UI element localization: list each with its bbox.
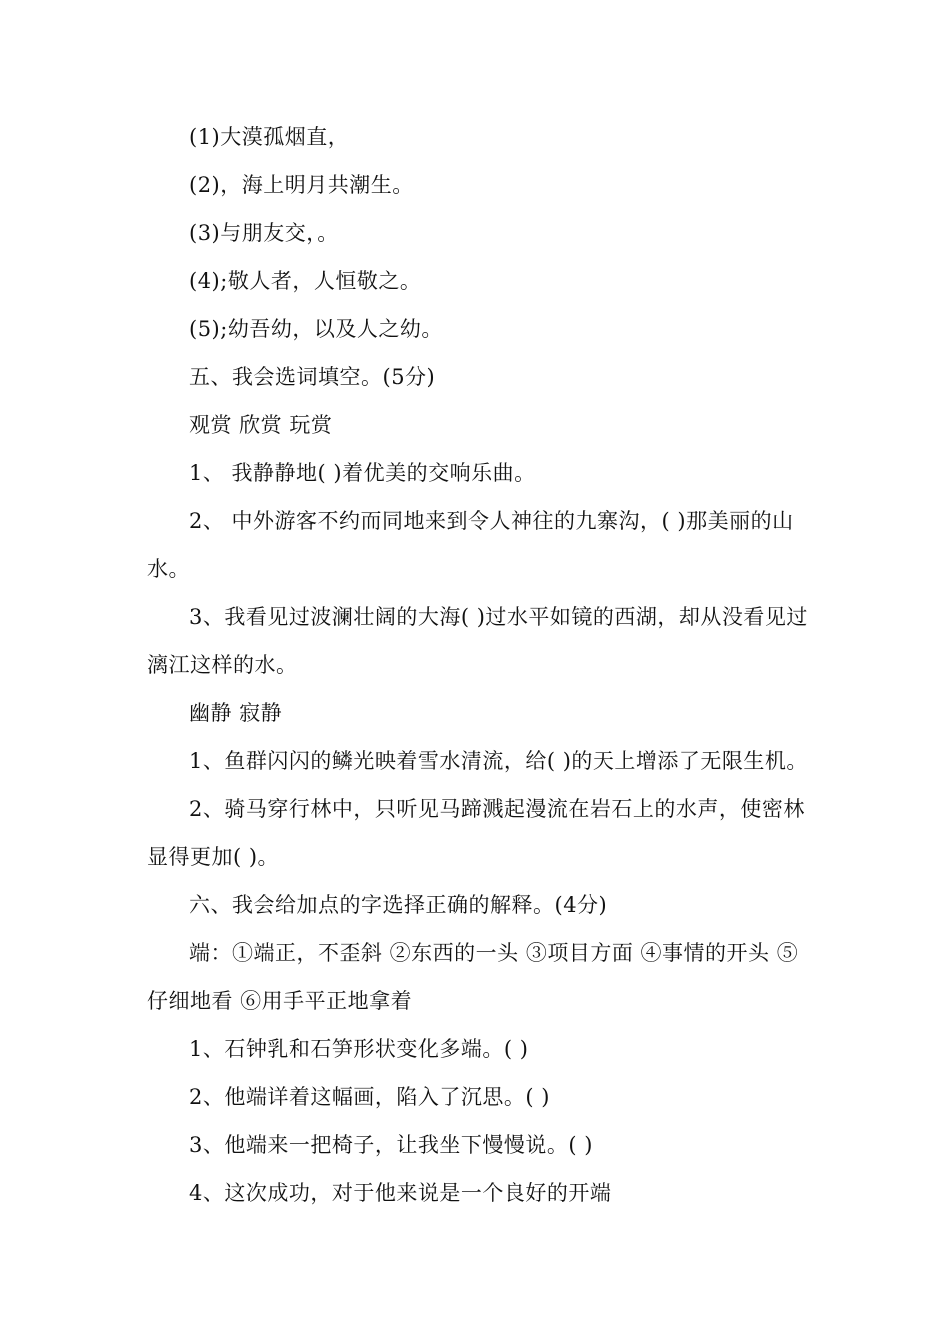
question-line: 1、鱼群闪闪的鳞光映着雪水清流，给( )的天上增添了无限生机。 [189, 749, 808, 773]
definition-options-continued: 仔细地看 ⑥用手平正地拿着 [147, 989, 413, 1013]
definition-options: 端：①端正，不歪斜 ②东西的一头 ③项目方面 ④事情的开头 ⑤ [189, 941, 799, 965]
question-line: 2、 中外游客不约而同地来到令人神往的九寨沟，( )那美丽的山 [189, 509, 794, 533]
document-body [147, 113, 807, 1217]
question-line: 1、 我静静地( )着优美的交响乐曲。 [189, 461, 536, 485]
question-line: 3、他端来一把椅子，让我坐下慢慢说。( ) [189, 1133, 593, 1157]
section-heading-5: 五、我会选词填空。(5分) [189, 365, 436, 389]
fill-blank-item-5: (5);幼吾幼，以及人之幼。 [189, 317, 443, 341]
question-line-continued: 漓江这样的水。 [147, 653, 298, 677]
question-line: 2、骑马穿行林中，只听见马蹄溅起漫流在岩石上的水声，使密林 [189, 797, 805, 821]
fill-blank-item-4: (4);敬人者，人恒敬之。 [189, 269, 422, 293]
question-line-continued: 显得更加( )。 [147, 845, 280, 869]
question-line: 3、我看见过波澜壮阔的大海( )过水平如镜的西湖，却从没看见过 [189, 605, 808, 629]
question-line-continued: 水。 [147, 557, 190, 581]
fill-blank-item-1: (1)大漠孤烟直， [189, 125, 350, 149]
question-line: 4、这次成功，对于他来说是一个良好的开端 [189, 1181, 612, 1205]
word-choices-1: 观赏 欣赏 玩赏 [189, 413, 333, 437]
fill-blank-item-3: (3)与朋友交，。 [189, 221, 339, 245]
section-heading-6: 六、我会给加点的字选择正确的解释。(4分) [189, 893, 608, 917]
fill-blank-item-2: (2)，海上明月共潮生。 [189, 173, 414, 197]
question-line: 1、石钟乳和石笋形状变化多端。( ) [189, 1037, 529, 1061]
question-line: 2、他端详着这幅画，陷入了沉思。( ) [189, 1085, 550, 1109]
word-choices-2: 幽静 寂静 [189, 701, 283, 725]
